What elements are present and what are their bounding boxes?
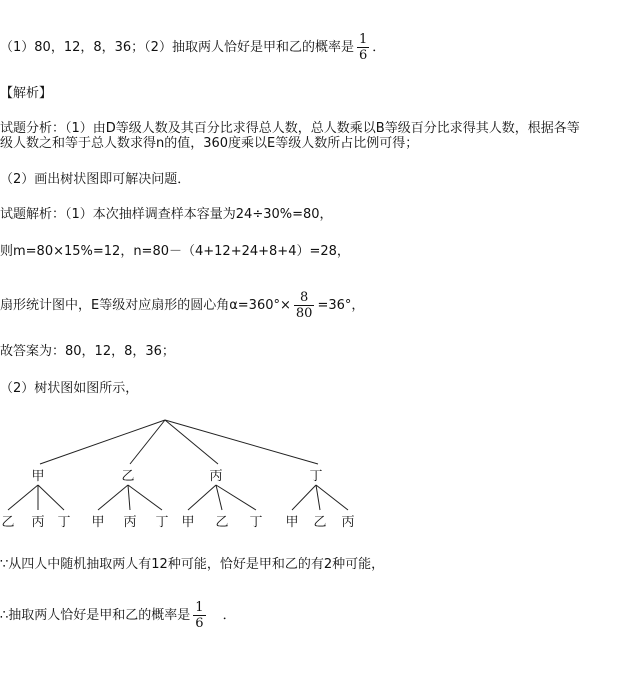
solution-line-4: 故答案为：80，12，8，36； — [0, 344, 175, 359]
node-l2-1-1: 丙 — [123, 515, 137, 530]
solution-line-1: 试题解析：（1）本次抽样调查样本容量为24÷30%=80， — [0, 207, 333, 222]
node-l2-2-2: 丁 — [249, 515, 263, 530]
conclusion-fraction — [193, 600, 205, 631]
angle-fraction-denominator: 80 — [295, 306, 313, 321]
edge-root-3 — [165, 420, 218, 464]
answer-text: （1）80，12，8，36；（2）抽取两人恰好是甲和乙的概率是 — [0, 40, 354, 55]
node-l2-3-2: 丙 — [341, 515, 355, 530]
angle-text: 扇形统计图中，E等级对应扇形的圆心角α=360°× — [0, 298, 291, 313]
analysis-line-2: 级人数之和等于总人数求得n的值，360度乘以E等级人数所占比例可得； — [0, 136, 419, 151]
node-l2-2-0: 甲 — [181, 515, 195, 530]
edge-a-1 — [8, 485, 38, 510]
node-l1-3: 丁 — [309, 469, 323, 484]
node-l2-0-0: 乙 — [1, 515, 15, 530]
node-l2-2-1: 乙 — [215, 515, 229, 530]
conclusion-tail: ． — [222, 608, 236, 623]
solution-line-2: 则m=80×15%=12，n=80－（4+12+24+8+4）=28， — [0, 244, 350, 259]
angle-result: =36°， — [317, 298, 365, 313]
solution-line-3 — [0, 290, 364, 321]
tree-edges — [8, 420, 348, 510]
edge-root-1 — [40, 420, 165, 464]
jiexi-heading: 【解析】 — [0, 86, 53, 101]
edge-root-4 — [165, 420, 318, 464]
node-l2-1-2: 丁 — [155, 515, 169, 530]
angle-fraction — [294, 290, 315, 321]
answer-fraction-denominator: 6 — [358, 48, 368, 63]
edge-a-3 — [38, 485, 64, 510]
node-l2-0-1: 丙 — [31, 515, 45, 530]
answer-tail: ． — [372, 40, 386, 55]
tree-diagram — [0, 412, 360, 536]
conclusion-line-1: ∵从四人中随机抽取两人有12种可能，恰好是甲和乙的有2种可能， — [0, 557, 385, 572]
edge-d-1 — [292, 485, 316, 510]
angle-fraction-numerator: 8 — [300, 290, 309, 305]
answer-fraction — [357, 32, 369, 63]
node-l2-3-1: 乙 — [313, 515, 327, 530]
node-l2-0-2: 丁 — [57, 515, 71, 530]
edge-b-3 — [128, 485, 162, 510]
conclusion-fraction-numerator: 1 — [195, 600, 204, 615]
conclusion-fraction-denominator: 6 — [195, 616, 204, 631]
edge-d-3 — [316, 485, 348, 510]
solution-line-5: （2）树状图如图所示， — [0, 381, 139, 396]
conclusion-text: ∴抽取两人恰好是甲和乙的概率是 — [0, 608, 191, 623]
edge-b-1 — [98, 485, 128, 510]
node-l2-3-0: 甲 — [285, 515, 299, 530]
analysis-line-1: 试题分析：（1）由D等级人数及其百分比求得总人数，总人数乘以B等级百分比求得其人数，根据各等 — [0, 121, 580, 136]
node-l2-1-0: 甲 — [91, 515, 105, 530]
edge-d-2 — [316, 485, 320, 510]
edge-c-1 — [188, 485, 216, 510]
node-l1-0: 甲 — [31, 469, 45, 484]
analysis-line-3: （2）画出树状图即可解决问题． — [0, 172, 191, 187]
edge-b-2 — [128, 485, 130, 510]
node-l1-2: 丙 — [209, 469, 223, 484]
answer-fraction-numerator: 1 — [358, 32, 368, 47]
node-l1-1: 乙 — [121, 469, 135, 484]
edge-c-3 — [216, 485, 256, 510]
conclusion-line-2 — [0, 600, 236, 631]
answer-line — [0, 32, 385, 63]
